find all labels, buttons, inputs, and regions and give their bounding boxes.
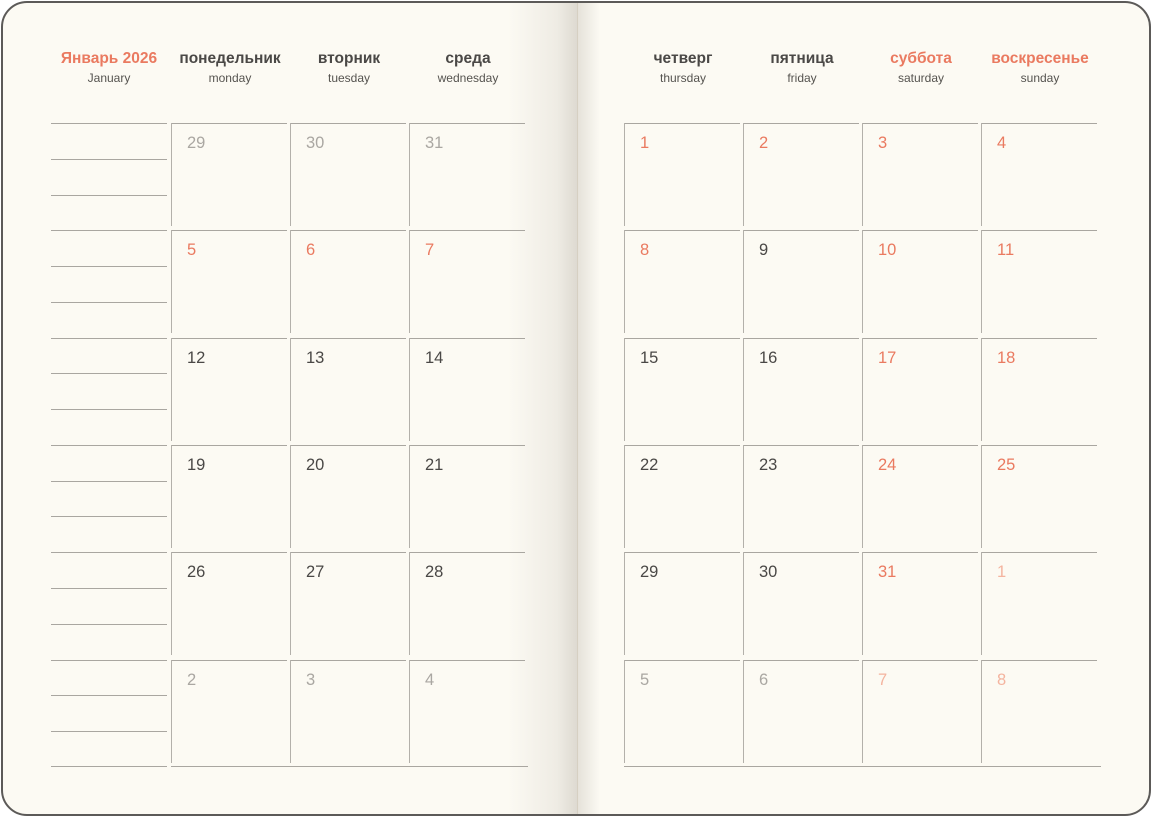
day-number: 26 xyxy=(187,563,206,581)
day-cell-left-border xyxy=(862,445,863,548)
day-cell-left-border xyxy=(624,230,625,333)
day-cell-left-border xyxy=(624,552,625,655)
day-cell-top-border xyxy=(743,552,859,553)
day-number: 20 xyxy=(306,456,325,474)
day-number: 11 xyxy=(997,241,1015,259)
note-line xyxy=(51,266,167,267)
day-number: 1 xyxy=(997,563,1007,581)
day-cell-top-border xyxy=(409,230,525,231)
day-number: 23 xyxy=(759,456,778,474)
weekday-header-monday xyxy=(170,49,290,86)
note-line xyxy=(51,516,167,517)
day-cell-top-border xyxy=(743,338,859,339)
day-cell-top-border xyxy=(981,445,1097,446)
weekday-name: пятница xyxy=(770,50,834,67)
day-cell-top-border xyxy=(171,660,287,661)
day-number: 2 xyxy=(187,671,197,689)
day-cell-left-border xyxy=(743,338,744,441)
day-cell-top-border xyxy=(981,123,1097,124)
day-cell-left-border xyxy=(981,338,982,441)
day-number: 5 xyxy=(187,241,197,259)
note-line xyxy=(51,552,167,553)
day-number: 10 xyxy=(878,241,897,259)
day-cell-top-border xyxy=(981,338,1097,339)
day-cell-left-border xyxy=(624,445,625,548)
day-cell-top-border xyxy=(290,230,406,231)
weekday-name-en: sunday xyxy=(1020,71,1060,85)
day-cell-top-border xyxy=(409,552,525,553)
day-number: 30 xyxy=(759,563,778,581)
day-cell-top-border xyxy=(743,123,859,124)
weekday-header-saturday xyxy=(861,49,981,86)
day-cell-left-border xyxy=(171,445,172,548)
note-line xyxy=(51,123,167,124)
day-cell-top-border xyxy=(624,338,740,339)
weekday-name: четверг xyxy=(653,50,713,67)
day-cell-left-border xyxy=(862,338,863,441)
day-cell-left-border xyxy=(624,660,625,763)
page-fold-shadow xyxy=(578,3,600,814)
day-cell-top-border xyxy=(862,230,978,231)
day-cell-left-border xyxy=(981,123,982,226)
note-line xyxy=(51,230,167,231)
day-cell-top-border xyxy=(862,660,978,661)
day-cell-left-border xyxy=(981,660,982,763)
day-number: 27 xyxy=(306,563,325,581)
day-number: 21 xyxy=(425,456,444,474)
day-cell-left-border xyxy=(743,123,744,226)
weekday-name-en: tuesday xyxy=(327,71,371,85)
day-cell-left-border xyxy=(862,230,863,333)
day-cell-left-border xyxy=(624,123,625,226)
day-number: 1 xyxy=(640,134,650,152)
weekday-name-en: thursday xyxy=(659,71,707,85)
day-cell-left-border xyxy=(409,552,410,655)
day-number: 7 xyxy=(878,671,888,689)
note-line xyxy=(51,695,167,696)
page-fold-shadow xyxy=(508,3,578,814)
day-number: 6 xyxy=(759,671,769,689)
note-line xyxy=(51,445,167,446)
day-cell-top-border xyxy=(171,552,287,553)
day-cell-left-border xyxy=(171,230,172,333)
day-cell-left-border xyxy=(290,338,291,441)
day-cell-top-border xyxy=(862,445,978,446)
weekday-name: среда xyxy=(445,50,491,67)
day-cell-top-border xyxy=(624,445,740,446)
day-cell-top-border xyxy=(624,123,740,124)
day-cell-top-border xyxy=(624,660,740,661)
day-cell-left-border xyxy=(743,552,744,655)
day-number: 31 xyxy=(878,563,897,581)
day-cell-left-border xyxy=(981,552,982,655)
day-number: 28 xyxy=(425,563,444,581)
weekday-name: суббота xyxy=(890,50,952,67)
note-line xyxy=(51,195,167,196)
day-number: 30 xyxy=(306,134,325,152)
grid-bottom-line xyxy=(171,766,528,767)
day-cell-top-border xyxy=(290,660,406,661)
planner-spread xyxy=(1,1,1151,816)
weekday-header-friday xyxy=(742,49,862,86)
day-cell-top-border xyxy=(743,445,859,446)
note-line xyxy=(51,624,167,625)
day-number: 15 xyxy=(640,349,659,367)
weekday-name: вторник xyxy=(317,50,381,67)
note-line xyxy=(51,660,167,661)
day-cell-left-border xyxy=(862,552,863,655)
day-cell-top-border xyxy=(624,552,740,553)
note-line xyxy=(51,481,167,482)
day-cell-left-border xyxy=(171,552,172,655)
day-cell-top-border xyxy=(862,552,978,553)
weekday-header-thursday xyxy=(623,49,743,86)
day-cell-top-border xyxy=(171,123,287,124)
day-number: 14 xyxy=(425,349,444,367)
day-number: 7 xyxy=(425,241,435,259)
day-cell-left-border xyxy=(171,123,172,226)
day-cell-top-border xyxy=(171,445,287,446)
day-cell-top-border xyxy=(409,123,525,124)
day-cell-top-border xyxy=(409,338,525,339)
day-cell-left-border xyxy=(981,230,982,333)
day-number: 8 xyxy=(640,241,650,259)
day-cell-top-border xyxy=(409,445,525,446)
day-cell-top-border xyxy=(290,123,406,124)
grid-bottom-line xyxy=(624,766,1101,767)
day-cell-left-border xyxy=(290,123,291,226)
day-cell-top-border xyxy=(743,230,859,231)
note-line xyxy=(51,588,167,589)
weekday-name-en: monday xyxy=(208,71,252,85)
month-title: Январь 2026 xyxy=(60,50,158,67)
day-cell-left-border xyxy=(862,660,863,763)
day-number: 3 xyxy=(878,134,888,152)
weekday-name: понедельник xyxy=(179,50,281,67)
day-cell-left-border xyxy=(743,445,744,548)
weekday-header-wednesday xyxy=(408,49,528,86)
day-cell-top-border xyxy=(981,552,1097,553)
day-number: 29 xyxy=(640,563,659,581)
day-number: 8 xyxy=(997,671,1007,689)
day-number: 18 xyxy=(997,349,1016,367)
day-number: 6 xyxy=(306,241,316,259)
note-line xyxy=(51,302,167,303)
day-number: 4 xyxy=(997,134,1007,152)
day-cell-top-border xyxy=(171,338,287,339)
note-line xyxy=(51,766,167,767)
weekday-header-sunday xyxy=(980,49,1100,86)
day-number: 19 xyxy=(187,456,206,474)
day-cell-top-border xyxy=(290,552,406,553)
day-number: 29 xyxy=(187,134,206,152)
note-line xyxy=(51,338,167,339)
day-cell-left-border xyxy=(409,338,410,441)
day-cell-left-border xyxy=(743,230,744,333)
day-number: 2 xyxy=(759,134,769,152)
weekday-name-en: wednesday xyxy=(437,71,499,85)
day-cell-top-border xyxy=(981,230,1097,231)
day-number: 16 xyxy=(759,349,778,367)
month-title-en: January xyxy=(87,71,131,85)
day-cell-left-border xyxy=(290,552,291,655)
day-cell-left-border xyxy=(290,660,291,763)
day-cell-top-border xyxy=(981,660,1097,661)
month-header xyxy=(49,49,169,86)
day-number: 25 xyxy=(997,456,1016,474)
day-cell-left-border xyxy=(624,338,625,441)
day-number: 9 xyxy=(759,241,769,259)
day-cell-left-border xyxy=(171,660,172,763)
day-cell-top-border xyxy=(862,338,978,339)
day-number: 31 xyxy=(425,134,444,152)
weekday-name: воскресенье xyxy=(991,50,1089,67)
note-line xyxy=(51,409,167,410)
day-cell-left-border xyxy=(743,660,744,763)
day-cell-left-border xyxy=(409,445,410,548)
weekday-name-en: saturday xyxy=(897,71,945,85)
weekday-name-en: friday xyxy=(787,71,817,85)
day-cell-left-border xyxy=(409,123,410,226)
day-cell-left-border xyxy=(409,660,410,763)
day-cell-top-border xyxy=(290,338,406,339)
day-cell-left-border xyxy=(290,445,291,548)
day-cell-top-border xyxy=(171,230,287,231)
day-cell-left-border xyxy=(981,445,982,548)
day-cell-top-border xyxy=(409,660,525,661)
day-number: 3 xyxy=(306,671,316,689)
note-line xyxy=(51,373,167,374)
day-cell-left-border xyxy=(409,230,410,333)
day-number: 5 xyxy=(640,671,650,689)
note-line xyxy=(51,731,167,732)
day-number: 13 xyxy=(306,349,325,367)
note-line xyxy=(51,159,167,160)
day-cell-top-border xyxy=(624,230,740,231)
day-cell-top-border xyxy=(743,660,859,661)
day-number: 4 xyxy=(425,671,435,689)
day-number: 12 xyxy=(187,349,206,367)
day-cell-top-border xyxy=(290,445,406,446)
day-number: 17 xyxy=(878,349,897,367)
day-cell-left-border xyxy=(862,123,863,226)
book-spine xyxy=(577,3,578,814)
day-number: 22 xyxy=(640,456,659,474)
day-cell-top-border xyxy=(862,123,978,124)
day-cell-left-border xyxy=(290,230,291,333)
weekday-header-tuesday xyxy=(289,49,409,86)
day-number: 24 xyxy=(878,456,897,474)
day-cell-left-border xyxy=(171,338,172,441)
